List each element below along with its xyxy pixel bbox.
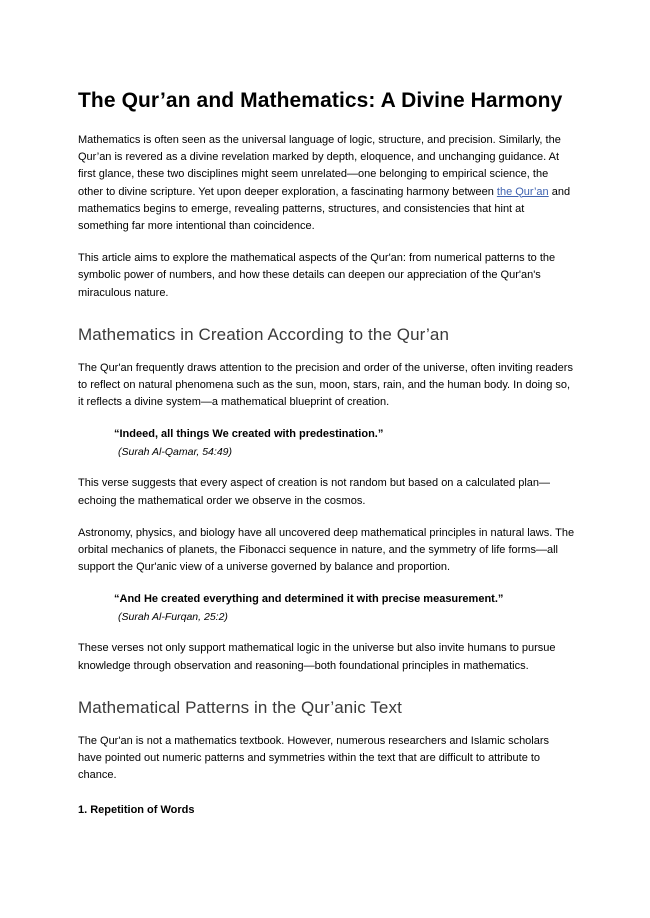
quote-al-qamar-source: (Surah Al-Qamar, 54:49) <box>118 446 232 459</box>
section-1-paragraph-4: These verses not only support mathematical logic in the universe but also invite humans to pursue knowledge through observation and reasoning—both foundational principles in mathematics. <box>78 642 556 672</box>
quote-al-furqan-source: (Surah Al-Furqan, 25:2) <box>118 611 228 624</box>
intro-paragraph-1-text-before-link: Mathematics is often seen as the universal language of logic, structure, and precision. Similarly, the Qur’an is revered as a divine revelation marked by depth, eloquence, and unchanging guidance. At first glance, these two disciplines might seem unrelated—one belonging to empirical science, the other to divine scripture. Yet upon deeper exploration, a fascinating harmony between <box>78 134 561 198</box>
sub-heading-repetition-of-words: 1. Repetition of Words <box>78 804 195 817</box>
intro-paragraph-1 <box>78 132 575 235</box>
section-1-paragraph-2: This verse suggests that every aspect of creation is not random but based on a calculated plan—echoing the mathematical order we observe in the cosmos. <box>78 477 551 507</box>
quote-al-furqan <box>78 591 575 625</box>
intro-paragraph-1-text-after-link: and mathematics begins to emerge, revealing patterns, structures, and consistencies that hint at something far more intentional than coincidence. <box>78 185 571 233</box>
page-title: The Qur’an and Mathematics: A Divine Harmony <box>78 89 563 112</box>
section-1-paragraph-3: Astronomy, physics, and biology have all uncovered deep mathematical principles in natural laws. The orbital mechanics of planets, the Fibonacci sequence in nature, and the symmetry of life forms—all support the Qur'anic view of a universe governed by balance and proportion. <box>78 526 575 574</box>
section-heading-mathematics-in-creation: Mathematics in Creation According to the Qur’an <box>78 324 450 344</box>
quote-al-qamar <box>78 426 575 460</box>
quote-al-qamar-text: “Indeed, all things We created with predestination.” <box>114 428 384 441</box>
section-heading-mathematical-patterns: Mathematical Patterns in the Qur’anic Text <box>78 697 402 717</box>
quote-al-furqan-text: “And He created everything and determined it with precise measurement.” <box>114 593 504 606</box>
section-2-paragraph-1: The Qur'an is not a mathematics textbook. However, numerous researchers and Islamic scholars have pointed out numeric patterns and symmetries within the text that are difficult to attribute to chance. <box>78 734 550 782</box>
quran-link[interactable]: the Qur’an <box>496 185 549 198</box>
intro-paragraph-2: This article aims to explore the mathematical aspects of the Qur'an: from numerical patterns to the symbolic power of numbers, and how these details can deepen our appreciation of the Qur'an's miraculous nature. <box>78 252 556 299</box>
section-1-paragraph-1: The Qur'an frequently draws attention to the precision and order of the universe, often inviting readers to reflect on natural phenomena such as the sun, moon, stars, rain, and the human body. In doing so, it reflects a divine system—a mathematical blueprint of creation. <box>78 361 573 409</box>
